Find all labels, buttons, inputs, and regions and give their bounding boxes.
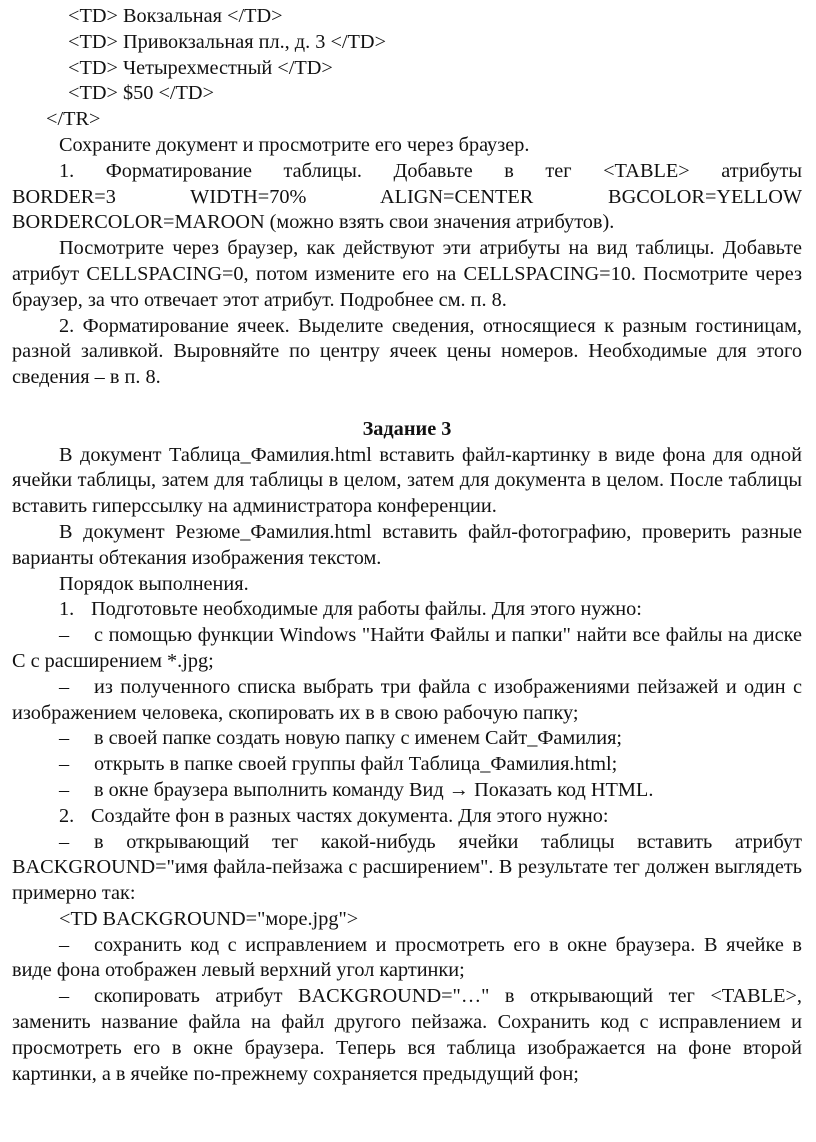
- code-line: <TD> $50 </TD>: [68, 82, 215, 105]
- dash-bullet: –: [59, 933, 70, 956]
- task-paragraph-2: В документ Резюме_Фамилия.html вставить файл-фотографию, проверить разные варианты обтекания изображения текстом.: [12, 520, 802, 569]
- paragraph-cellspacing: Посмотрите через браузер, как действуют эти атрибуты на вид таблицы. Добавьте атрибут CELLSPACING=0, потом измените его на CELLSPACING=10. Посмотрите через браузер, за что отвечает этот атрибут. Подробнее см. п. 8.: [12, 237, 802, 311]
- step-2: [12, 804, 802, 830]
- step-text: Создайте фон в разных частях документа. Для этого нужно:: [91, 804, 609, 827]
- list-item: [12, 830, 802, 907]
- code-line: <TD> Привокзальная пл., д. 3 </TD>: [68, 30, 387, 53]
- order-label: Порядок выполнения.: [59, 572, 249, 595]
- dash-bullet: –: [59, 830, 70, 853]
- list-item: [12, 984, 802, 1087]
- list-item: [12, 726, 802, 752]
- step-number: 1.: [59, 598, 75, 621]
- list-item: [12, 933, 802, 985]
- list-item-text: в открывающий тег какой-нибудь ячейки таблицы вставить атрибут BACKGROUND="имя файла-пейзажа с расширением". В результате тег должен выглядеть примерно так:: [12, 830, 802, 905]
- paragraph-format-table-line1: 1. Форматирование таблицы. Добавьте в тег <TABLE> атрибуты: [59, 159, 802, 182]
- list-item: [12, 778, 802, 804]
- code-line: <TD> Вокзальная </TD>: [68, 5, 283, 27]
- dash-bullet: –: [59, 753, 70, 776]
- step-text: Подготовьте необходимые для работы файлы. Для этого нужно:: [91, 598, 642, 621]
- list-item: [12, 752, 802, 778]
- dash-bullet: –: [59, 675, 70, 698]
- document-page: [12, 4, 802, 1087]
- step-number: 2.: [59, 804, 75, 827]
- list-item-text: открыть в папке своей группы файл Таблица_Фамилия.html;: [94, 753, 618, 776]
- paragraph-save: Сохраните документ и просмотрите его через браузер.: [59, 133, 530, 156]
- list-item-text: скопировать атрибут BACKGROUND="…" в открывающий тег <TABLE>, заменить название файла на файл другого пейзажа. Сохранить код с исправлением и просмотреть его в окне браузера. Теперь вся таблица изображается на фоне второй картинки, а в ячейке по-прежнему сохраняется предыдущий фон;: [12, 985, 802, 1085]
- paragraph-format-cells: 2. Форматирование ячеек. Выделите сведения, относящиеся к разным гостиницам, разной заливкой. Выровняйте по центру ячеек цены номеров. Необходимые для этого сведения – в п. 8.: [12, 314, 802, 389]
- code-line-close: </TR>: [46, 108, 101, 131]
- code-example: <TD BACKGROUND="море.jpg">: [59, 907, 359, 930]
- list-item-text: в своей папке создать новую папку с именем Сайт_Фамилия;: [94, 727, 623, 750]
- task-paragraph-1: В документ Таблица_Фамилия.html вставить файл-картинку в виде фона для одной ячейки таблицы, затем для таблицы в целом, затем для документа в целом. После таблицы вставить гиперссылку на администратора конференции.: [12, 443, 802, 518]
- paragraph-format-table-line3: BORDERCOLOR=MAROON (можно взять свои значения атрибутов).: [12, 211, 615, 234]
- dash-bullet: –: [59, 985, 70, 1008]
- dash-bullet: –: [59, 727, 70, 750]
- list-item: [12, 675, 802, 727]
- list-item-text: в окне браузера выполнить команду Вид → Показать код HTML.: [94, 778, 654, 801]
- list-item-text: сохранить код с исправлением и просмотреть его в окне браузера. В ячейке в виде фона отображен левый верхний угол картинки;: [12, 933, 802, 982]
- list-item-text: из полученного списка выбрать три файла с изображениями пейзажей и один с изображением человека, скопировать их в в свою рабочую папку;: [12, 675, 802, 724]
- paragraph-format-table-line2: BORDER=3 WIDTH=70% ALIGN=CENTER BGCOLOR=YELLOW: [12, 185, 802, 208]
- list-item: [12, 623, 802, 675]
- code-line: <TD> Четырехместный </TD>: [68, 56, 333, 79]
- step-1: [12, 597, 802, 623]
- section-heading: Задание 3: [362, 417, 452, 440]
- list-item-text: с помощью функции Windows "Найти Файлы и папки" найти все файлы на диске С с расширением *.jpg;: [12, 624, 802, 672]
- dash-bullet: –: [59, 778, 70, 801]
- dash-bullet: –: [59, 624, 70, 647]
- blank-line: [12, 391, 802, 417]
